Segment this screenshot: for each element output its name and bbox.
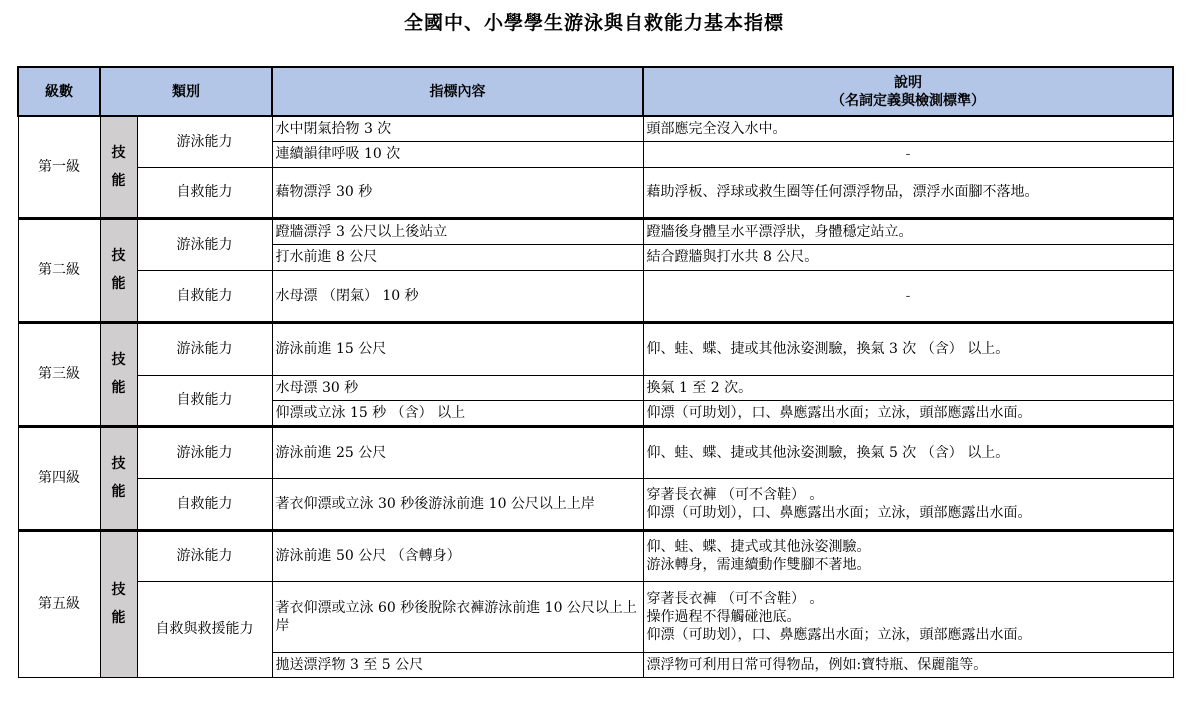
content-cell: 著衣仰漂或立泳 30 秒後游泳前進 10 公尺以上上岸 (272, 478, 643, 530)
explanation-line: 仰、蛙、蝶、捷或其他泳姿測驗，換氣 3 次 （含） 以上。 (646, 341, 1010, 357)
category-cell: 游泳能力 (137, 530, 272, 581)
explanation-line: 仰漂（可助划），口、鼻應露出水面；立泳，頭部應露出水面。 (646, 626, 1032, 643)
table-row (18, 270, 1173, 322)
skill-char-1: 技 (111, 248, 126, 264)
explanation-line: 游泳轉身，需連續動作雙腳不著地。 (646, 557, 871, 573)
skill-char-2: 能 (111, 172, 126, 189)
table-row (18, 375, 1173, 400)
category-cell: 自救能力 (137, 375, 272, 426)
content-cell: 拋送漂浮物 3 至 5 公尺 (272, 652, 643, 677)
category-cell: 游泳能力 (137, 322, 272, 375)
explanation-line: 仰、蛙、蝶、捷式或其他泳姿測驗。 (646, 539, 871, 555)
explanation-line: 漂浮物可利用日常可得物品，例如:寶特瓶、保麗龍等。 (646, 656, 988, 673)
skill-cell (100, 426, 137, 530)
skill-char-2: 能 (111, 380, 126, 396)
skill-char-1: 技 (111, 144, 126, 161)
content-cell: 連續韻律呼吸 10 次 (272, 141, 643, 167)
skill-cell (100, 218, 137, 322)
content-cell: 著衣仰漂或立泳 60 秒後脫除衣褲游泳前進 10 公尺以上上岸 (272, 581, 643, 652)
skill-cell (100, 116, 137, 218)
explanation-cell (643, 652, 1173, 677)
category-cell: 自救能力 (137, 478, 272, 530)
explanation-line: 仰漂（可助划），口、鼻應露出水面；立泳，頭部應露出水面。 (646, 504, 1032, 521)
explanation-cell (643, 375, 1173, 400)
category-cell: 自救能力 (137, 167, 272, 218)
table-row (18, 167, 1173, 218)
explanation-line: 結合蹬牆與打水共 8 公尺。 (646, 249, 819, 265)
explanation-line: 穿著長衣褲 （可不含鞋） 。 (646, 486, 824, 503)
table-row (18, 218, 1173, 244)
skill-cell (100, 322, 137, 426)
explanation-cell (643, 400, 1173, 426)
level-cell: 第四級 (18, 426, 100, 530)
explanation-line: 蹬牆後身體呈水平漂浮狀，身體穩定站立。 (646, 223, 913, 240)
explanation-cell (643, 218, 1173, 244)
explanation-line: 藉助浮板、浮球或救生圈等任何漂浮物品，漂浮水面腳不落地。 (646, 184, 1039, 200)
header-content: 指標內容 (272, 67, 643, 116)
skill-char-2: 能 (111, 484, 126, 500)
content-cell: 游泳前進 15 公尺 (272, 322, 643, 375)
content-cell: 游泳前進 25 公尺 (272, 426, 643, 478)
category-cell: 自救與救援能力 (137, 581, 272, 677)
explanation-cell (643, 167, 1173, 218)
content-cell: 水母漂 30 秒 (272, 375, 643, 400)
explanation-cell (643, 530, 1173, 581)
explanation-cell (643, 116, 1173, 141)
skill-char-1: 技 (111, 582, 126, 598)
content-cell: 游泳前進 50 公尺 （含轉身） (272, 530, 643, 581)
content-cell: 仰漂或立泳 15 秒 （含） 以上 (272, 400, 643, 426)
explanation-cell (643, 581, 1173, 652)
table-row (18, 322, 1173, 375)
explanation-line: 換氣 1 至 2 次。 (646, 379, 753, 396)
explanation-line: - (905, 287, 911, 304)
header-category: 類別 (100, 67, 272, 116)
content-cell: 蹬牆漂浮 3 公尺以上後站立 (272, 218, 643, 244)
level-cell: 第五級 (18, 530, 100, 677)
table-row (18, 478, 1173, 530)
explanation-cell (643, 426, 1173, 478)
explanation-cell (643, 141, 1173, 167)
swimming-indicator-table (17, 66, 1174, 678)
table-row (18, 581, 1173, 652)
skill-cell (100, 530, 137, 677)
content-cell: 水母漂 （閉氣） 10 秒 (272, 270, 643, 322)
skill-char-2: 能 (111, 610, 126, 626)
level-cell: 第二級 (18, 218, 100, 322)
header-row (18, 67, 1173, 116)
explanation-line: 穿著長衣褲 （可不含鞋） 。 (646, 590, 824, 607)
content-cell: 藉物漂浮 30 秒 (272, 167, 643, 218)
skill-char-1: 技 (111, 352, 126, 368)
content-cell: 水中閉氣拾物 3 次 (272, 116, 643, 141)
table-body (18, 116, 1173, 677)
explanation-line: - (905, 146, 911, 162)
skill-char-1: 技 (111, 456, 126, 472)
explanation-cell (643, 322, 1173, 375)
table-row (18, 116, 1173, 141)
header-explanation-line2: （名詞定義與檢測標準） (831, 92, 985, 109)
explanation-line: 仰漂（可助划），口、鼻應露出水面；立泳，頭部應露出水面。 (646, 404, 1032, 421)
category-cell: 游泳能力 (137, 218, 272, 270)
document-title: 全國中、小學學生游泳與自救能力基本指標 (403, 12, 784, 34)
level-cell: 第三級 (18, 322, 100, 426)
header-level: 級數 (18, 67, 100, 116)
skill-char-2: 能 (111, 276, 126, 292)
content-cell: 打水前進 8 公尺 (272, 244, 643, 270)
explanation-cell (643, 270, 1173, 322)
level-cell: 第一級 (18, 116, 100, 218)
table-row (18, 426, 1173, 478)
category-cell: 游泳能力 (137, 116, 272, 167)
explanation-line: 仰、蛙、蝶、捷或其他泳姿測驗，換氣 5 次 （含） 以上。 (646, 444, 1010, 461)
category-cell: 游泳能力 (137, 426, 272, 478)
explanation-line: 頭部應完全沒入水中。 (646, 120, 787, 137)
header-explanation-line1: 說明 (894, 74, 922, 91)
explanation-line: 操作過程不得觸碰池底。 (646, 608, 801, 625)
header-explanation (643, 67, 1173, 116)
explanation-cell (643, 244, 1173, 270)
table-row (18, 530, 1173, 581)
explanation-cell (643, 478, 1173, 530)
category-cell: 自救能力 (137, 270, 272, 322)
